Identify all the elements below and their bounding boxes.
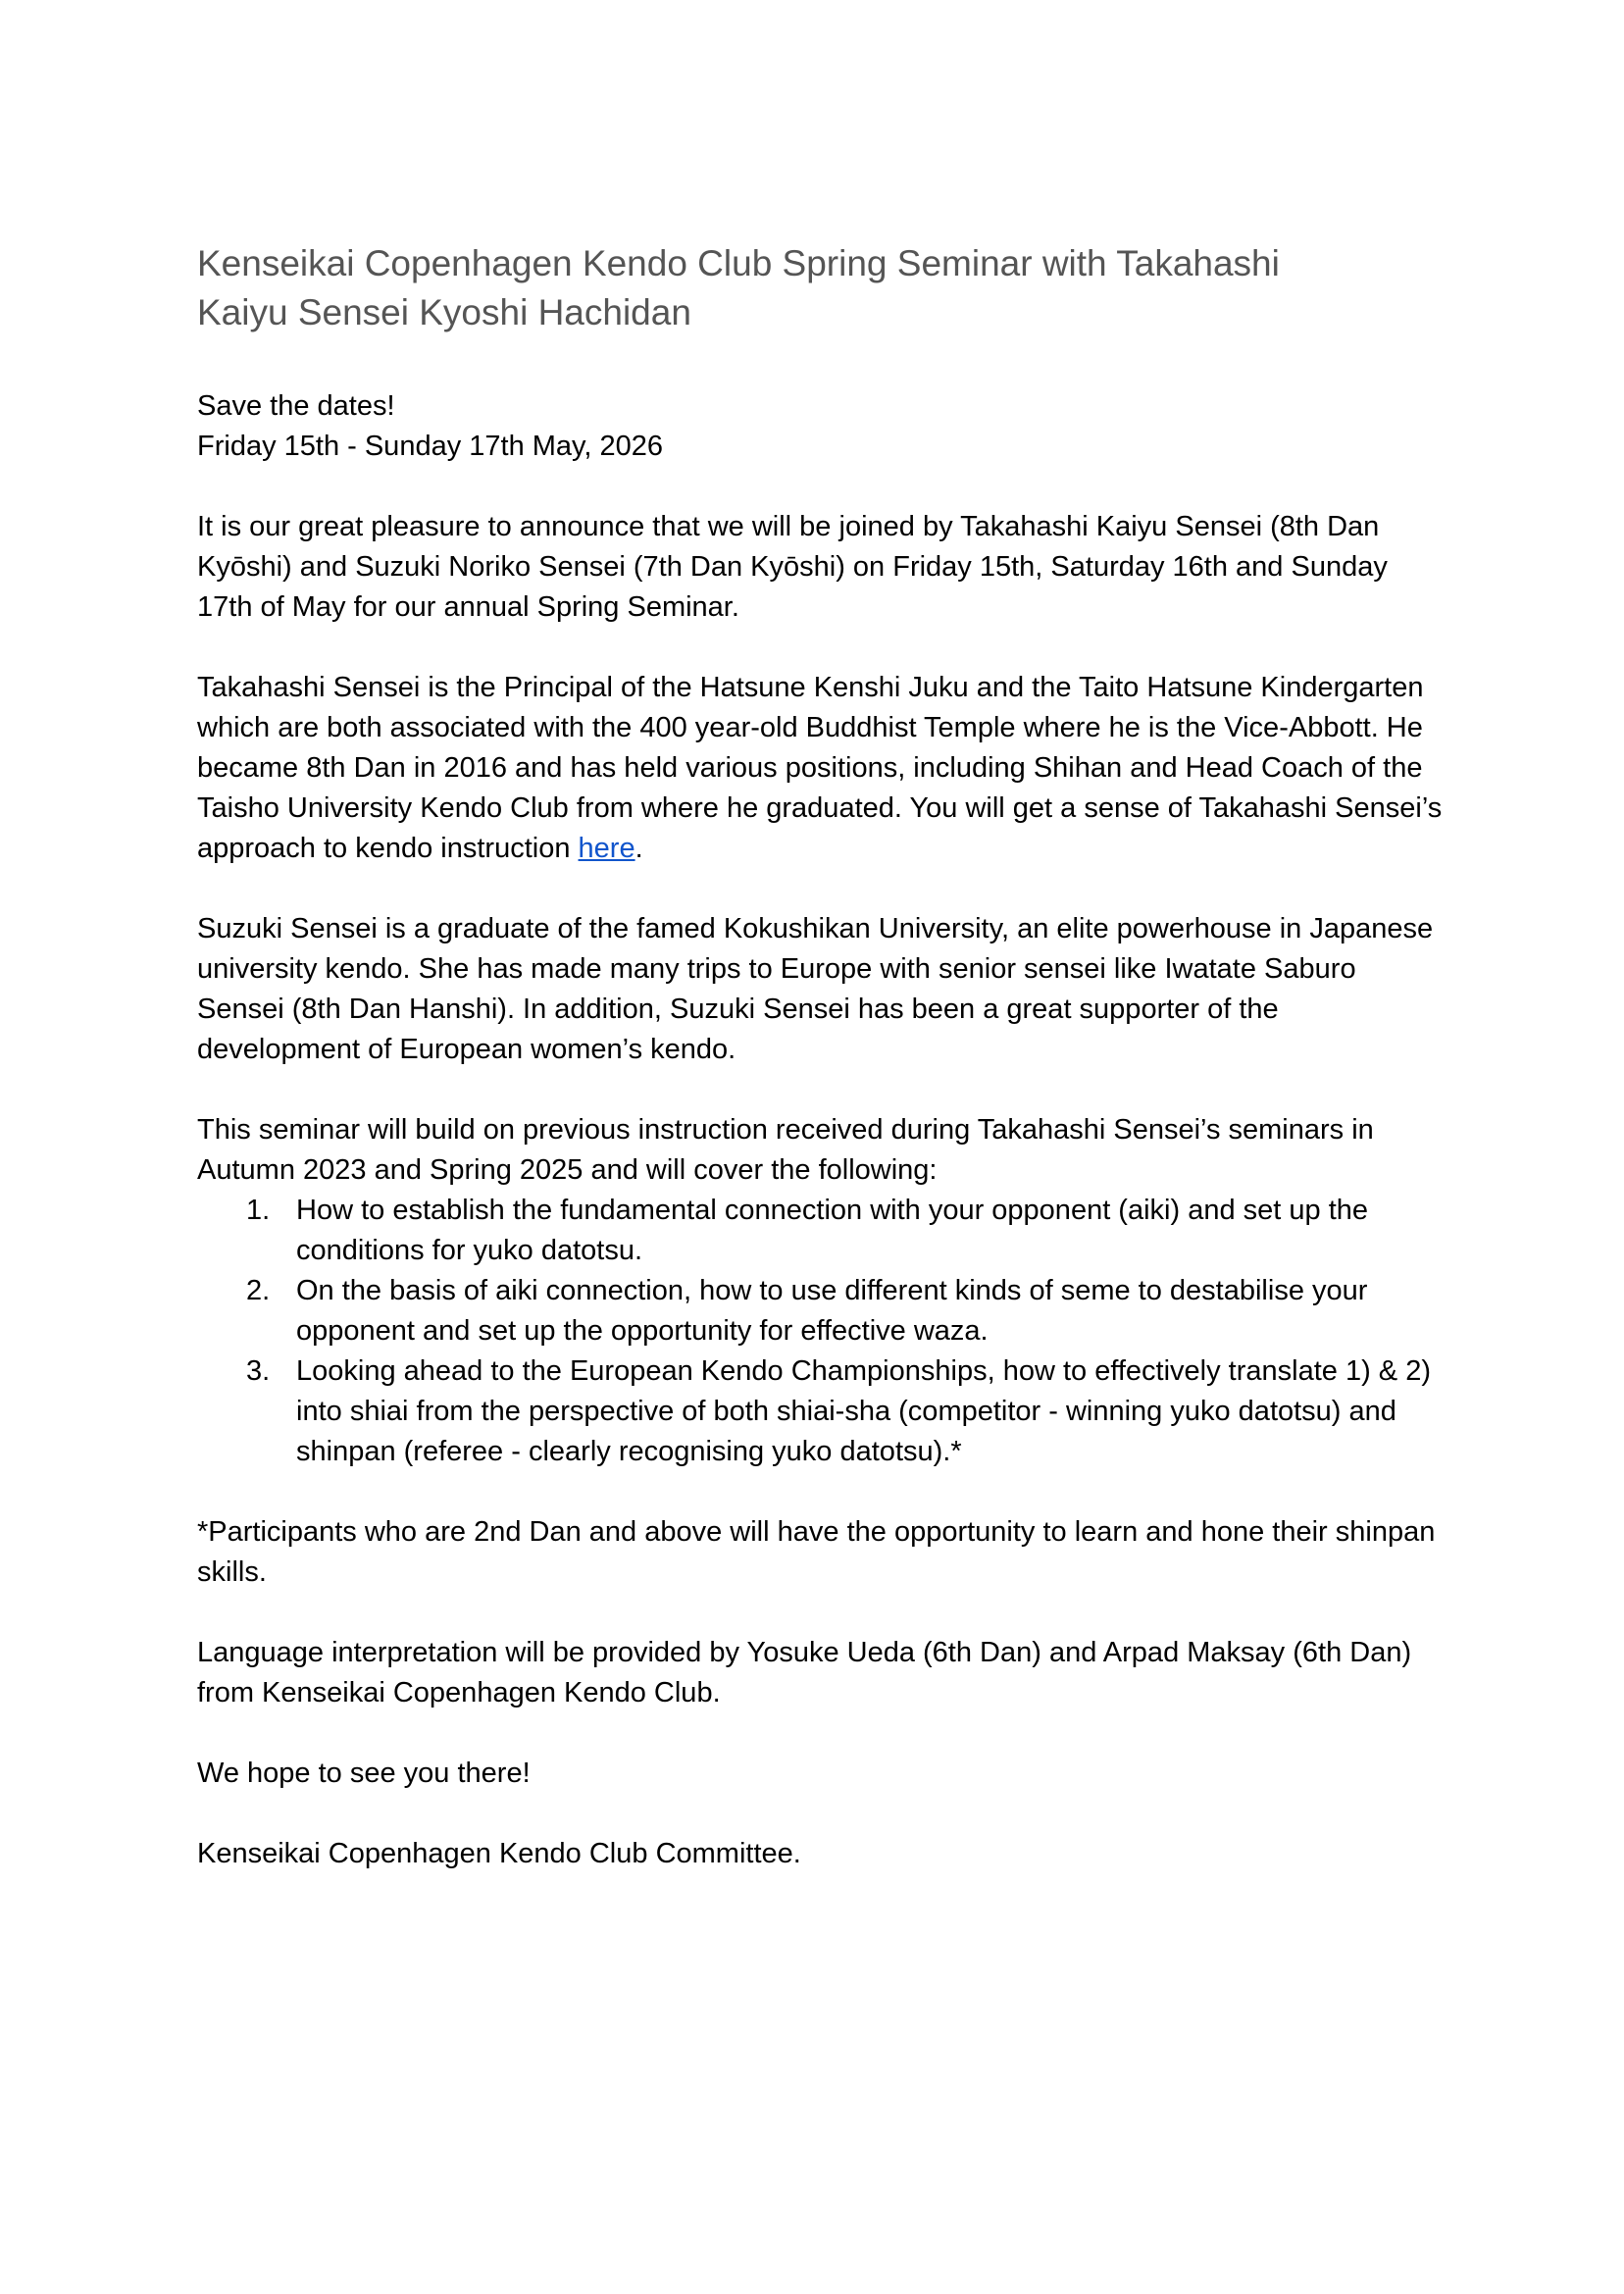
- save-the-dates-block: [197, 386, 1443, 467]
- takahashi-bio-end: .: [634, 833, 643, 864]
- list-item-text: How to establish the fundamental connection with your opponent (aiki) and set up the conditions for yuko datotsu.: [296, 1195, 1369, 1266]
- announcement-paragraph: It is our great pleasure to announce that we will be joined by Takahashi Kaiyu Sensei (8th Dan Kyōshi) and Suzuki Noriko Sensei (7th Dan Kyōshi) on Friday 15th, Saturday 16th and Sunday 17th of May for our annual Spring Seminar.: [197, 511, 1388, 623]
- seminar-intro-paragraph: This seminar will build on previous instruction received during Takahashi Sensei’s seminars in Autumn 2023 and Spring 2025 and will cover the following:: [197, 1114, 1374, 1186]
- list-item: [197, 1271, 1443, 1351]
- list-item-text: On the basis of aiki connection, how to use different kinds of seme to destabilise your opponent and set up the opportunity for effective waza.: [296, 1275, 1368, 1347]
- document-page: [197, 239, 1443, 1914]
- list-item-number: 1.: [246, 1195, 271, 1226]
- document-title: Kenseikai Copenhagen Kendo Club Spring Seminar with Takahashi Kaiyu Sensei Kyoshi Hachidan: [197, 243, 1280, 332]
- list-item: [197, 1191, 1443, 1271]
- list-item-text: Looking ahead to the European Kendo Championships, how to effectively translate 1) & 2) into shiai from the perspective of both shiai-sha (competitor - winning yuko datotsu) and shinpan (referee - clearly recognising yuko datotsu).*: [296, 1355, 1431, 1467]
- seminar-date-range: Friday 15th - Sunday 17th May, 2026: [197, 431, 664, 462]
- list-item: [197, 1351, 1443, 1472]
- seminar-topics-list: [197, 1191, 1443, 1472]
- seminar-content-block: [197, 1110, 1443, 1472]
- closing-line: We hope to see you there!: [197, 1758, 531, 1789]
- shinpan-footnote-paragraph: *Participants who are 2nd Dan and above will have the opportunity to learn and hone their shinpan skills.: [197, 1516, 1436, 1588]
- save-the-dates-heading: Save the dates!: [197, 390, 395, 422]
- list-item-number: 2.: [246, 1275, 271, 1306]
- instruction-video-link[interactable]: here: [578, 833, 635, 864]
- takahashi-bio-paragraph: [197, 668, 1443, 869]
- suzuki-bio-paragraph: Suzuki Sensei is a graduate of the famed Kokushikan University, an elite powerhouse in Japanese university kendo. She has made many trips to Europe with senior sensei like Iwatate Saburo Sensei (8th Dan Hanshi). In addition, Suzuki Sensei has been a great supporter of the development of European women’s kendo.: [197, 913, 1434, 1065]
- committee-signature: Kenseikai Copenhagen Kendo Club Committee.: [197, 1838, 801, 1869]
- interpretation-paragraph: Language interpretation will be provided by Yosuke Ueda (6th Dan) and Arpad Maksay (6th Dan) from Kenseikai Copenhagen Kendo Club.: [197, 1637, 1412, 1708]
- list-item-number: 3.: [246, 1355, 271, 1387]
- takahashi-bio-text: Takahashi Sensei is the Principal of the Hatsune Kenshi Juku and the Taito Hatsune Kindergarten which are both associated with the 400 year-old Buddhist Temple where he is the Vice-Abbott. He became 8th Dan in 2016 and has held various positions, including Shihan and Head Coach of the Taisho University Kendo Club from where he graduated. You will get a sense of Takahashi Sensei’s approach to kendo instruction: [197, 672, 1443, 864]
